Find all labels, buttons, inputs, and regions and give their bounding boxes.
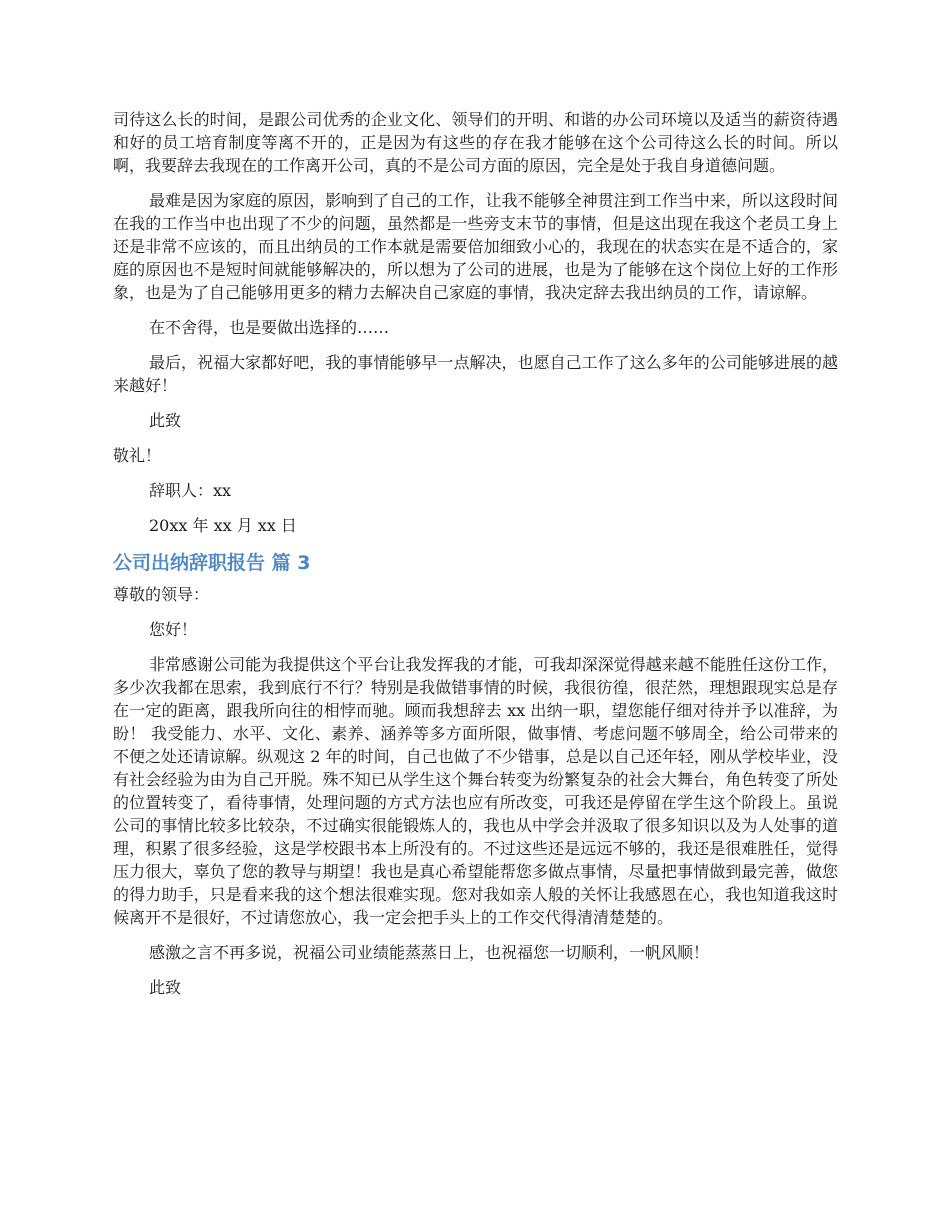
section-heading: 公司出纳辞职报告 篇 3 <box>113 552 311 574</box>
closing-line: 此致 <box>149 411 182 430</box>
date-line: 20xx 年 xx 月 xx 日 <box>149 516 297 535</box>
paragraph: 非常感谢公司能为我提供这个平台让我发挥我的才能，可我却深深觉得越来越不能胜任这份工作，多少次我都在思索，我到底行不行？特别是我做错事情的时候，我很彷徨，很茫然，理想跟现实总是存在一定的距离，跟我所向往的相悖而驰。顾而我想辞去 xx 出纳一职，望您能仔细对待并予以准辞，为盼！ 我受能力、水平、文化、素养、涵养等多方面所限，做事情、考虑问题不够周全，给公司带来的不便之处还请谅解。纵观这 2 年的时间，自己也做了不少错事，总是以自己还年轻，刚从学校毕业，没有社会经验为由为自己开脱。殊不知已从学生这个舞台转变为纷繁复杂的社会大舞台，角色转变了所处的位置转变了，看待事情，处理问题的方式方法也应有所改变，可我还是停留在学生这个阶段上。虽说公司的事情比较多比较杂，不过确实很能锻炼人的，我也从中学会并汲取了很多知识以及为人处事的道理，积累了很多经验，这是学校跟书本上所没有的。不过这些还是远远不够的，我还是很难胜任，觉得压力很大，辜负了您的教导与期望！我也是真心希望能帮您多做点事情，尽量把事情做到最完善，做您的得力助手，只是看来我的这个想法很难实现。您对我如亲人般的关怀让我感恩在心，我也知道我这时候离开不是很好，不过请您放心，我一定会把手头上的工作交代得清清楚楚的。 <box>113 655 838 927</box>
paragraph: 感激之言不再多说，祝福公司业绩能蒸蒸日上，也祝福您一切顺利，一帆风顺！ <box>149 943 710 962</box>
signature-line: 辞职人：xx <box>149 481 232 500</box>
salute-line: 敬礼！ <box>113 446 162 465</box>
paragraph: 司待这么长的时间，是跟公司优秀的企业文化、领导们的开明、和谐的办公司环境以及适当的薪资待遇和好的员工培育制度等离不开的，正是因为有这些的存在我才能够在这个公司待这么长的时间。所以啊，我要辞去我现在的工作离开公司，真的不是公司方面的原因，完全是处于我自身道德问题。 <box>113 110 838 175</box>
greeting-line: 尊敬的领导： <box>113 585 210 604</box>
paragraph: 在不舍得，也是要做出选择的…… <box>149 318 390 337</box>
hello-line: 您好！ <box>149 620 198 639</box>
paragraph: 最后，祝福大家都好吧，我的事情能够早一点解决，也愿自己工作了这么多年的公司能够进展的越来越好！ <box>113 353 838 395</box>
document-body <box>113 108 838 1011</box>
closing-line: 此致 <box>149 978 182 997</box>
paragraph: 最难是因为家庭的原因，影响到了自己的工作，让我不能够全神贯注到工作当中来，所以这段时间在我的工作当中也出现了不少的问题，虽然都是一些旁支末节的事情，但是这出现在我这个老员工身上还是非常不应该的，而且出纳员的工作本就是需要倍加细致小心的，我现在的状态实在是不适合的，家庭的原因也不是短时间就能够解决的，所以想为了公司的进展，也是为了能够在这个岗位上好的工作形象，也是为了自己能够用更多的精力去解决自己家庭的事情，我决定辞去我出纳员的工作，请谅解。 <box>113 191 838 302</box>
